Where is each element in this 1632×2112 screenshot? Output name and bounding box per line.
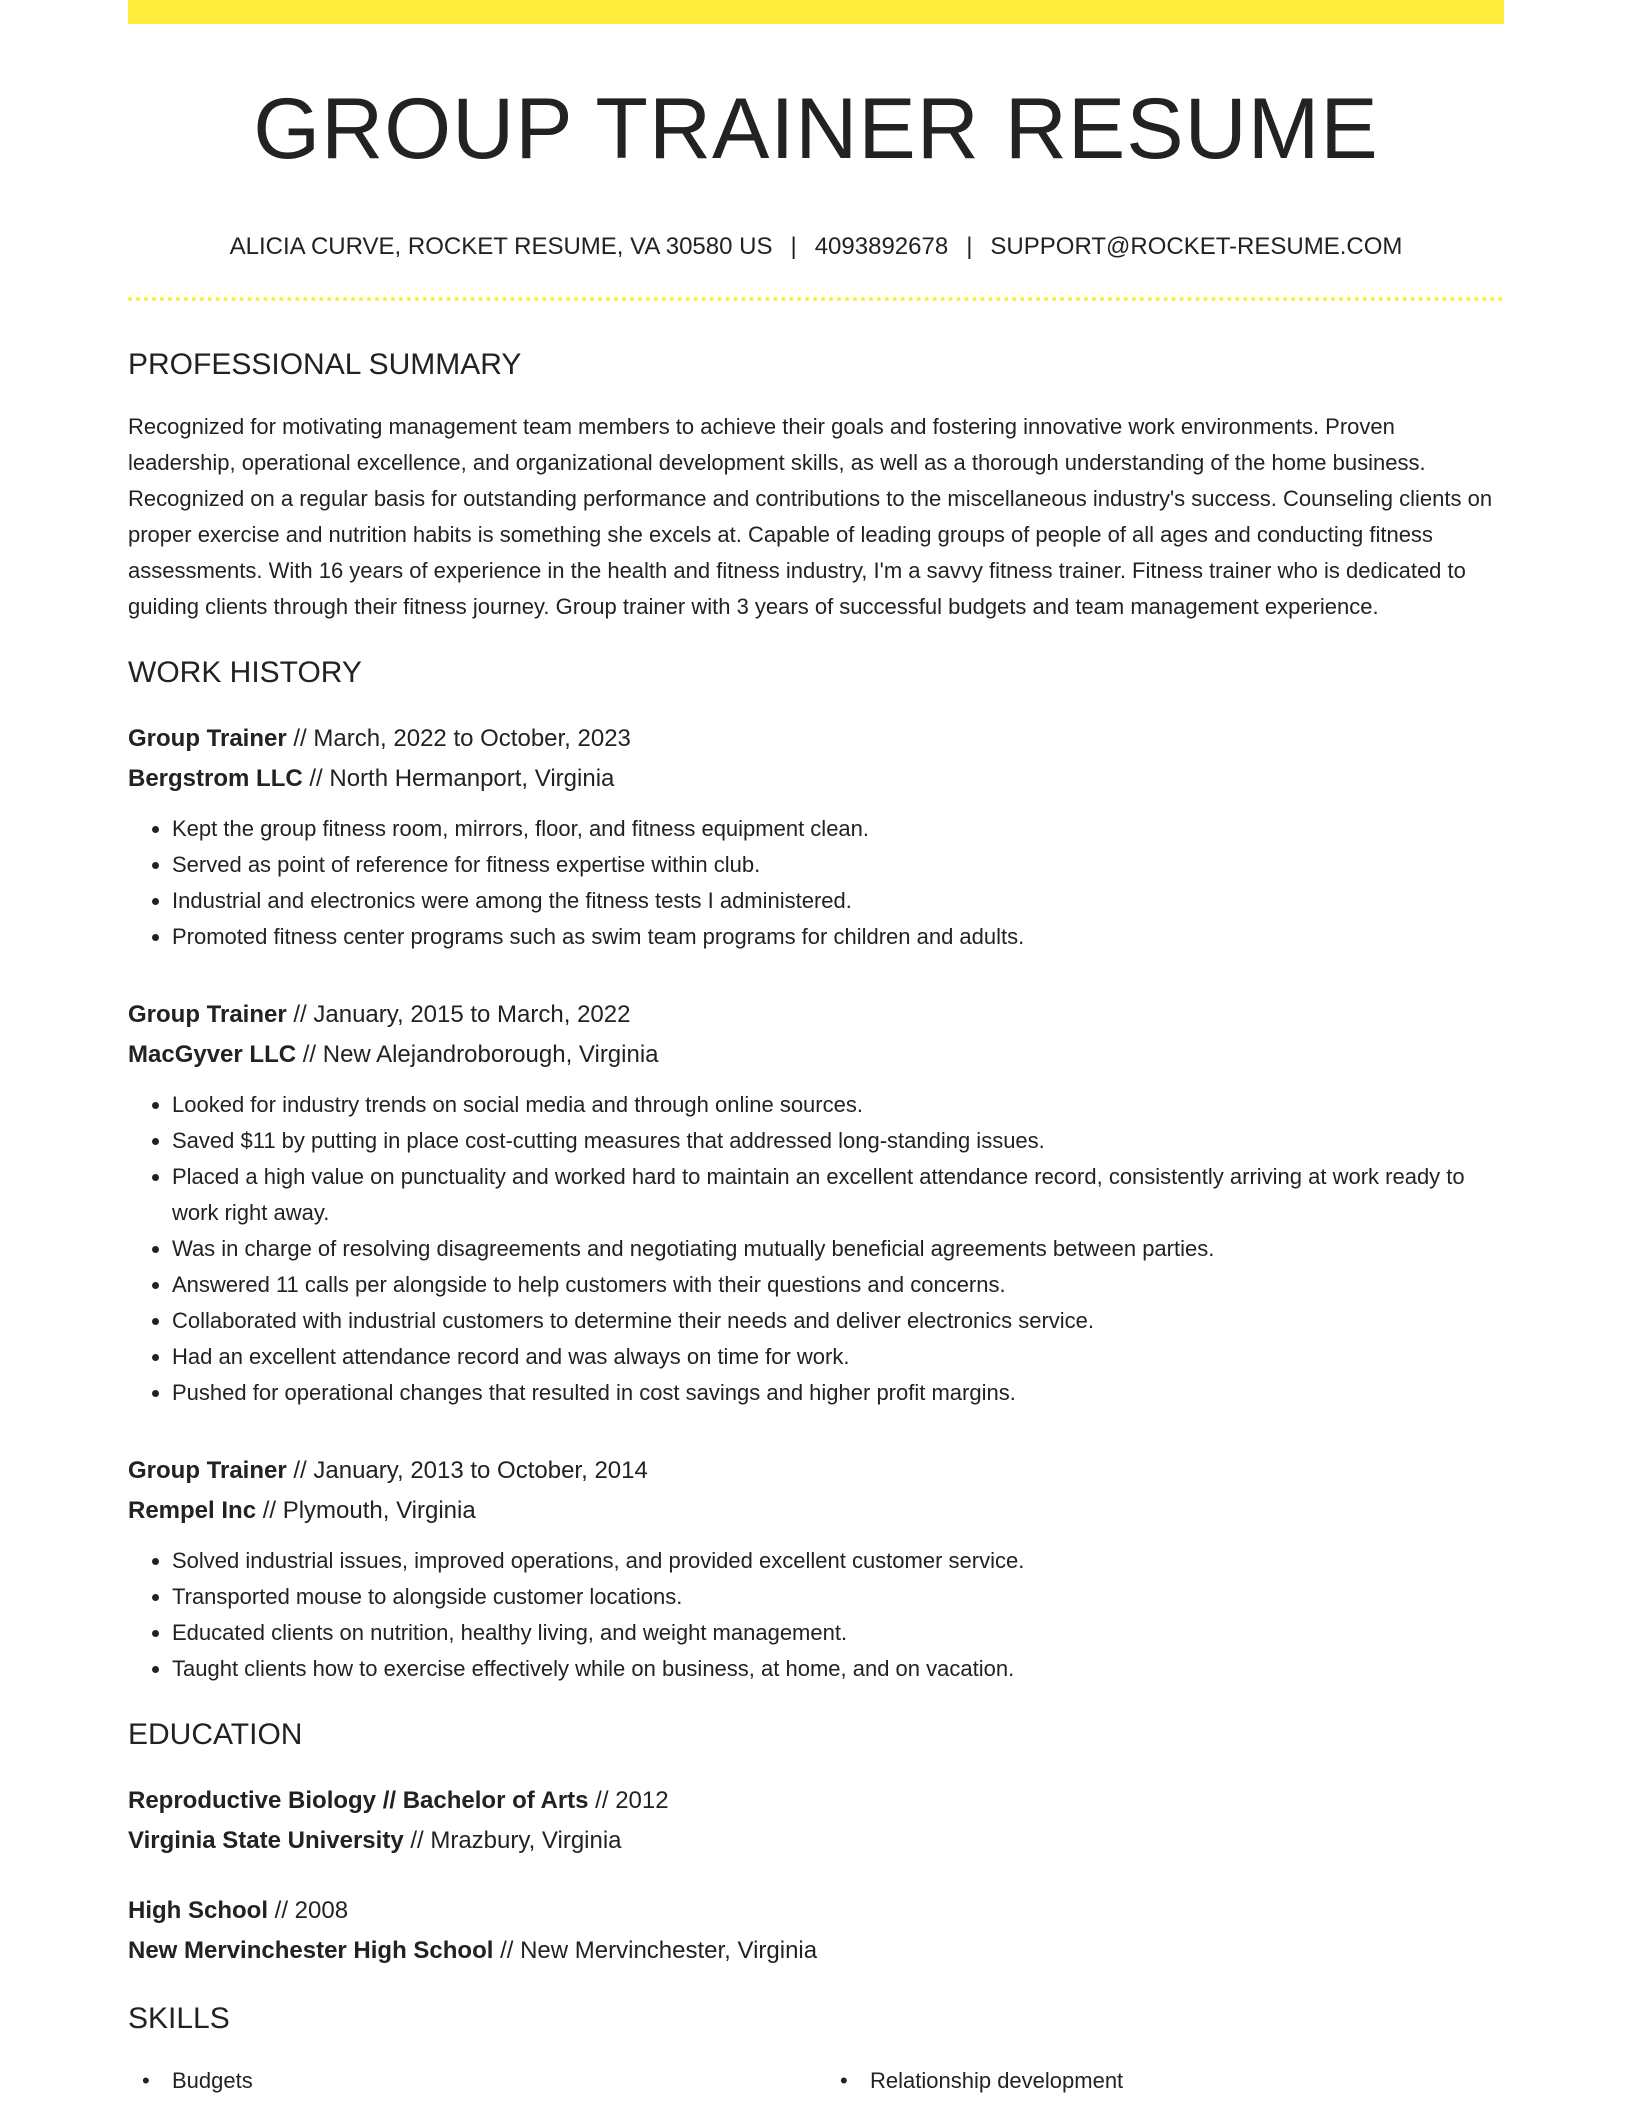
job-company: Rempel Inc — [128, 1497, 257, 1525]
education-location: // New Mervinchester, Virginia — [493, 1937, 818, 1965]
job-location: // North Hermanport, Virginia — [302, 765, 615, 793]
job-bullet: • Had an excellent attendance record and was always on time for work. — [172, 1339, 1504, 1375]
summary-text: Recognized for motivating management team members to achieve their goals and fostering innovative work environments. Proven leadership, operational excellence, and organizational development skills, as well as a thorough understanding of the home business. Recognized on a regular basis for outstanding performance and contributions to the miscellaneous industry's success. Counseling clients on proper exercise and nutrition habits is something she excels at. Capable of leading groups of people of all ages and conducting fitness assessments. With 16 years of experience in the health and fitness industry, I'm a savvy fitness trainer. Fitness trainer who is dedicated to guiding clients through their fitness journey. Group trainer with 3 years of successful budgets and team management experience. — [128, 414, 1493, 620]
job-bullet: • Answered 11 calls per alongside to help customers with their questions and concerns. — [172, 1267, 1504, 1303]
job-company-line — [128, 759, 1504, 799]
education-degree-line — [128, 1891, 1504, 1931]
job-entry — [128, 719, 1504, 955]
work-history-heading: WORK HISTORY — [128, 656, 362, 690]
education-year: // 2012 — [588, 1787, 669, 1815]
job-bullets — [128, 1087, 1504, 1411]
job-entry — [128, 1451, 1504, 1687]
header-divider — [128, 297, 1504, 301]
job-bullet: • Collaborated with industrial customers to determine their needs and deliver electronics service. — [172, 1303, 1504, 1339]
job-company: Bergstrom LLC — [128, 765, 303, 793]
skills-heading: SKILLS — [128, 2002, 230, 2036]
job-bullet: • Pushed for operational changes that resulted in cost savings and higher profit margins. — [172, 1375, 1504, 1411]
education-heading: EDUCATION — [128, 1718, 303, 1752]
job-bullet: • Transported mouse to alongside customer locations. — [172, 1579, 1504, 1615]
education-degree: Reproductive Biology // Bachelor of Arts — [128, 1787, 589, 1815]
skill-item: • Budgets — [128, 2063, 806, 2099]
education-school-line — [128, 1821, 1504, 1861]
job-bullets — [128, 811, 1504, 955]
job-company-line — [128, 1491, 1504, 1531]
contact-line — [128, 233, 1504, 262]
education-school-line — [128, 1931, 1504, 1971]
contact-email: SUPPORT@ROCKET-RESUME.COM — [990, 232, 1403, 260]
education-location: // Mrazbury, Virginia — [403, 1827, 622, 1855]
job-title: Group Trainer — [128, 725, 287, 753]
job-title: Group Trainer — [128, 1457, 287, 1485]
job-company: MacGyver LLC — [128, 1041, 297, 1069]
contact-separator: | — [790, 232, 797, 260]
skill-item: • Relationship development — [826, 2063, 1504, 2099]
job-bullet: • Saved $11 by putting in place cost-cutting measures that addressed long-standing issues. — [172, 1123, 1504, 1159]
skills-list — [128, 2063, 1504, 2099]
education-degree-line — [128, 1781, 1504, 1821]
contact-address: ALICIA CURVE, ROCKET RESUME, VA 30580 US — [229, 232, 773, 260]
job-bullet: • Promoted fitness center programs such as swim team programs for children and adults. — [172, 919, 1504, 955]
job-dates: // January, 2015 to March, 2022 — [286, 1001, 631, 1029]
job-title: Group Trainer — [128, 1001, 287, 1029]
job-bullet: • Placed a high value on punctuality and worked hard to maintain an excellent attendance record, consistently arriving at work ready to work right away. — [172, 1159, 1504, 1231]
job-title-line — [128, 995, 1504, 1035]
contact-phone: 4093892678 — [814, 232, 949, 260]
job-bullet: • Solved industrial issues, improved operations, and provided excellent customer service. — [172, 1543, 1504, 1579]
job-location: // New Alejandroborough, Virginia — [296, 1041, 659, 1069]
resume-page — [128, 0, 1504, 2099]
job-dates: // March, 2022 to October, 2023 — [286, 725, 631, 753]
accent-top-bar — [128, 0, 1504, 24]
contact-separator: | — [966, 232, 973, 260]
job-bullet: • Served as point of reference for fitness expertise within club. — [172, 847, 1504, 883]
job-bullet: • Kept the group fitness room, mirrors, floor, and fitness equipment clean. — [172, 811, 1504, 847]
job-bullet: • Was in charge of resolving disagreements and negotiating mutually beneficial agreements between parties. — [172, 1231, 1504, 1267]
job-entry — [128, 995, 1504, 1411]
job-dates: // January, 2013 to October, 2014 — [286, 1457, 648, 1485]
job-title-line — [128, 719, 1504, 759]
education-school: Virginia State University — [128, 1827, 404, 1855]
job-bullet: • Taught clients how to exercise effectively while on business, at home, and on vacation. — [172, 1651, 1504, 1687]
job-bullets — [128, 1543, 1504, 1687]
education-school: New Mervinchester High School — [128, 1937, 494, 1965]
job-bullet: • Industrial and electronics were among the fitness tests I administered. — [172, 883, 1504, 919]
job-bullet: • Looked for industry trends on social media and through online sources. — [172, 1087, 1504, 1123]
summary-heading: PROFESSIONAL SUMMARY — [128, 348, 522, 382]
education-entry — [128, 1781, 1504, 1861]
resume-title: GROUP TRAINER RESUME — [253, 81, 1379, 177]
education-year: // 2008 — [268, 1897, 349, 1925]
job-location: // Plymouth, Virginia — [256, 1497, 476, 1525]
job-title-line — [128, 1451, 1504, 1491]
job-bullet: • Educated clients on nutrition, healthy living, and weight management. — [172, 1615, 1504, 1651]
job-company-line — [128, 1035, 1504, 1075]
education-degree: High School — [128, 1897, 268, 1925]
education-entry — [128, 1891, 1504, 1971]
